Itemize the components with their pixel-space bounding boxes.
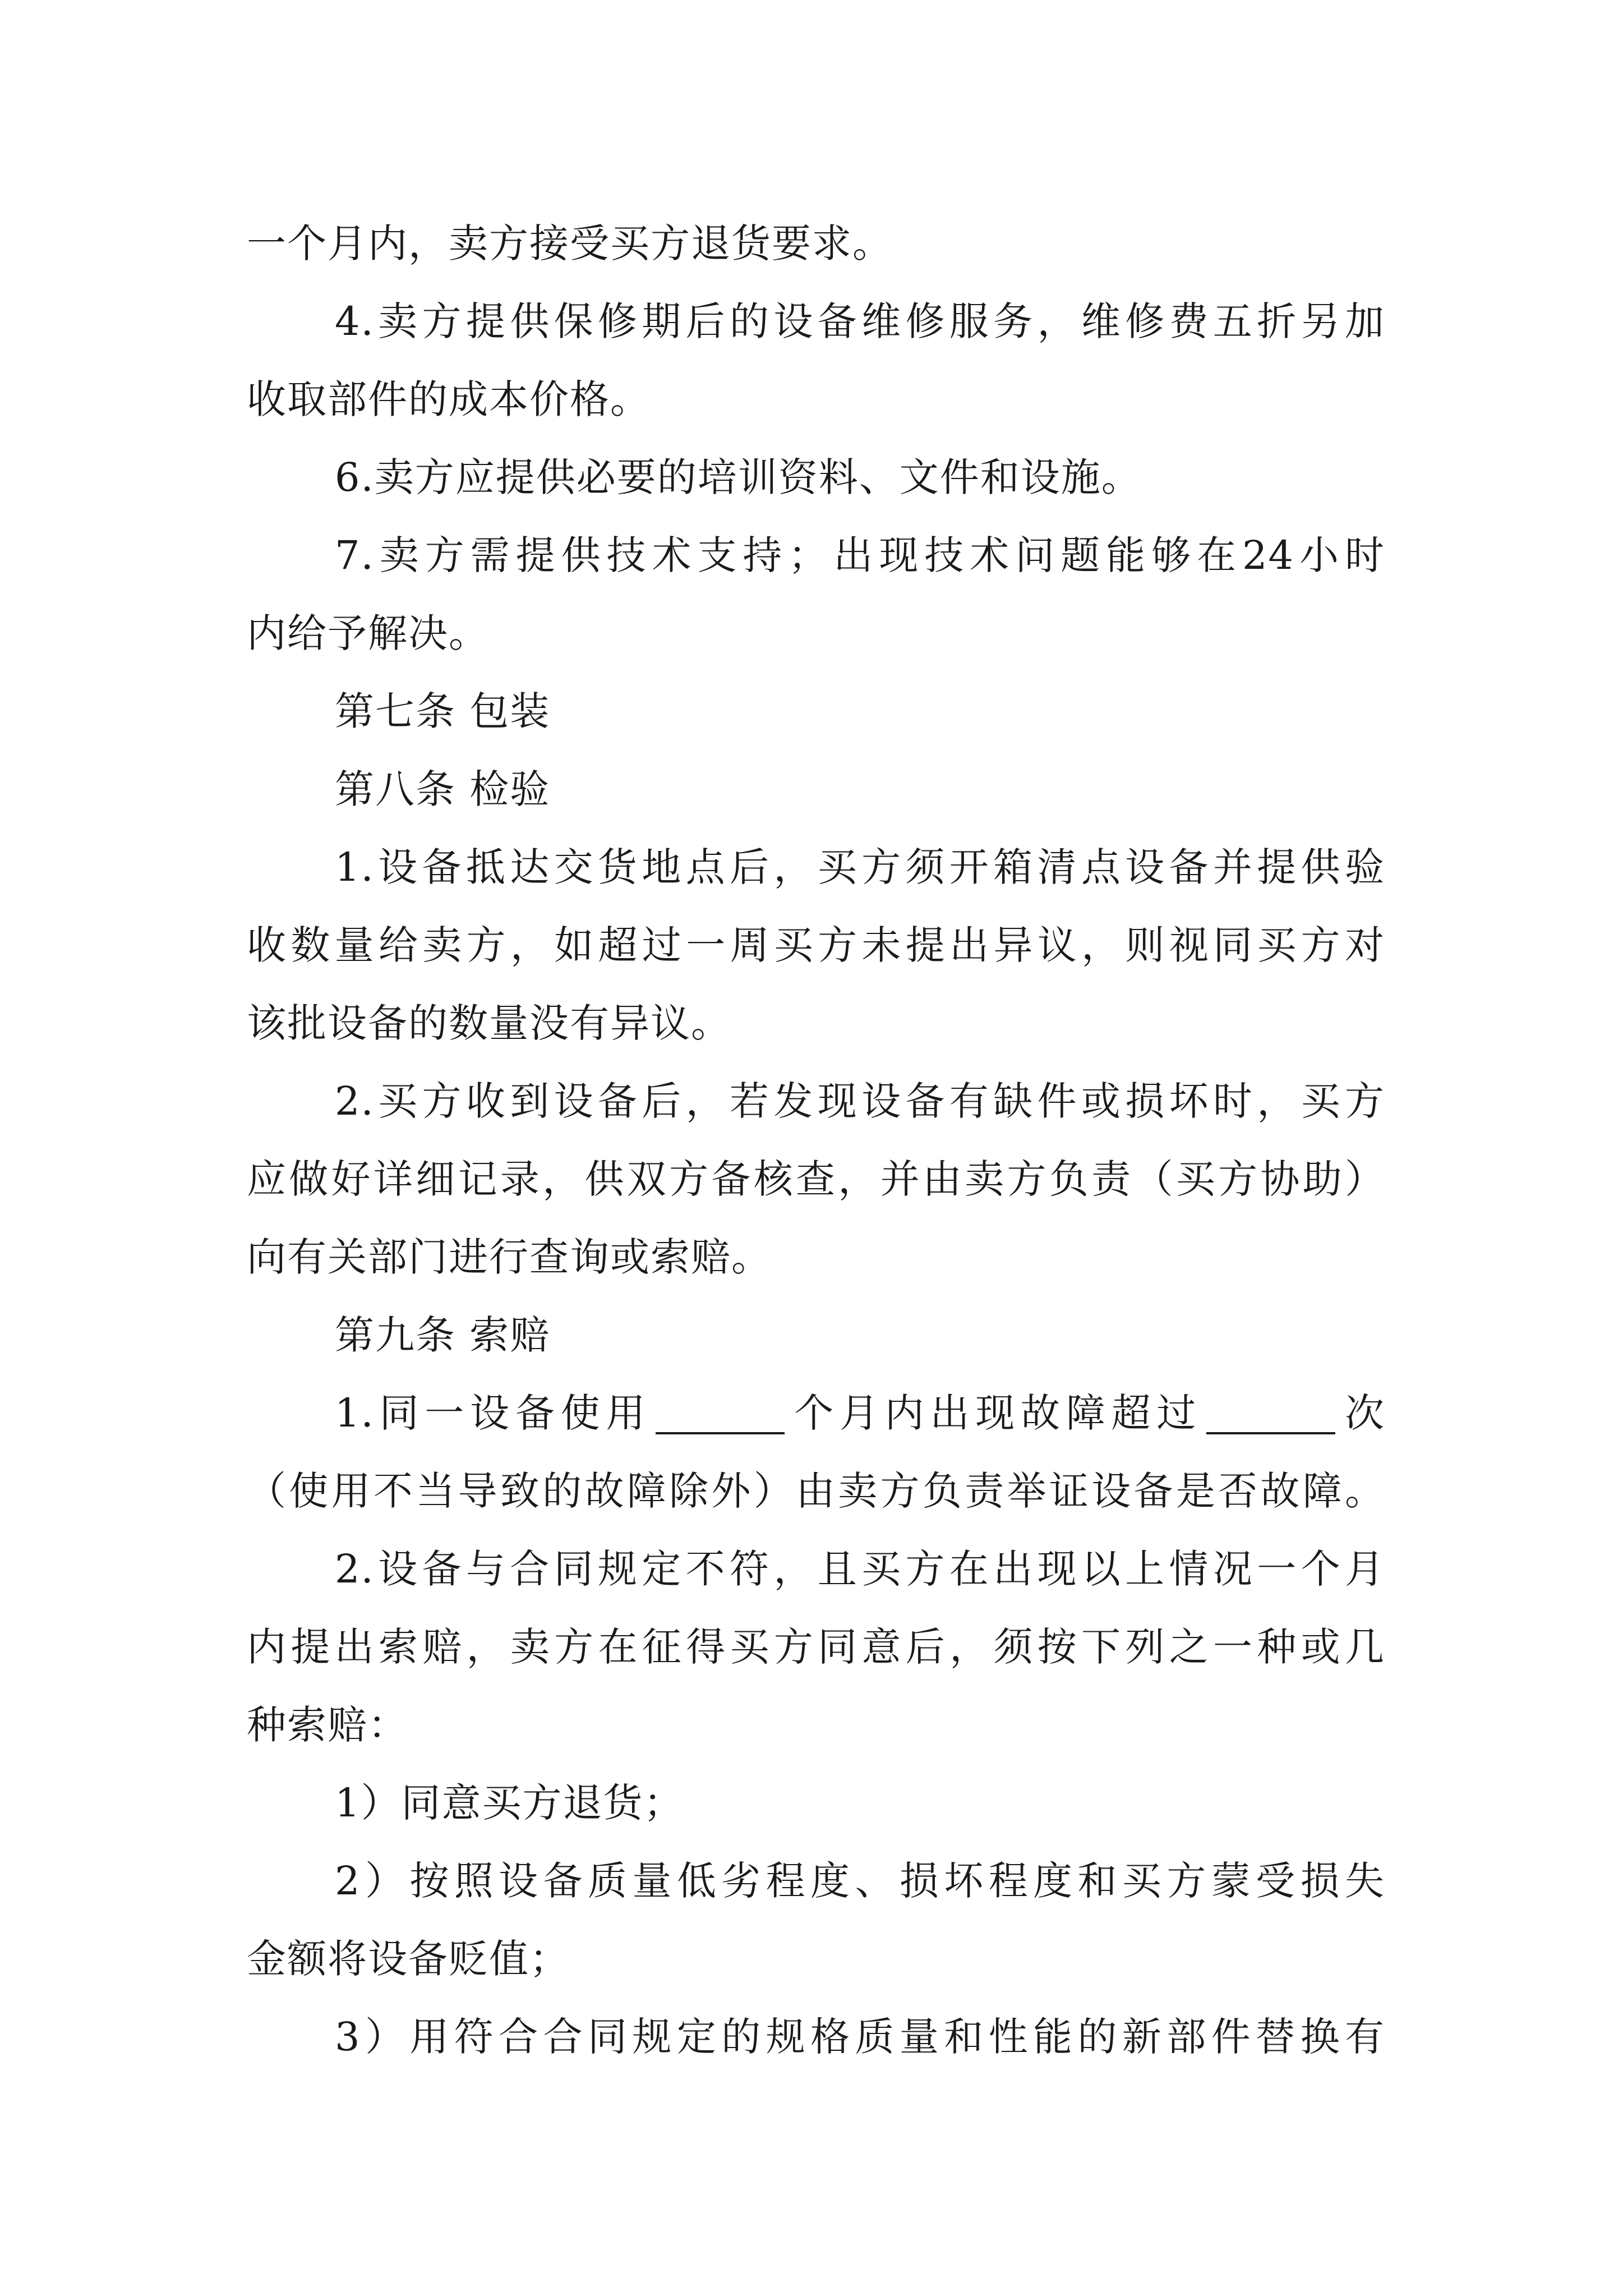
- text-line-18: 2.设备与合同规定不符，且买方在出现以上情况一个月: [335, 1546, 1385, 1592]
- text-line-6: 内给予解决。: [247, 610, 489, 656]
- text-segment: 次: [1340, 1390, 1385, 1436]
- text-line-11: 该批设备的数量没有异议。: [247, 1000, 731, 1046]
- text-segment: 个月内出现故障超过: [789, 1390, 1202, 1436]
- text-line-1: 一个月内，卖方接受买方退货要求。: [247, 220, 893, 266]
- text-line-12: 2.买方收到设备后，若发现设备有缺件或损坏时，买方: [335, 1078, 1385, 1124]
- text-line-3: 收取部件的成本价格。: [247, 376, 651, 422]
- text-line-14: 向有关部门进行查询或索赔。: [247, 1234, 772, 1280]
- text-line-20: 种索赔：: [247, 1702, 408, 1748]
- text-line-9: 1.设备抵达交货地点后，买方须开箱清点设备并提供验: [335, 844, 1385, 890]
- text-line-23: 金额将设备贬值；: [247, 1936, 570, 1982]
- section-heading-inspection: 第八条 检验: [335, 766, 551, 812]
- text-line-with-blanks: [335, 1374, 1385, 1452]
- list-item-1: 1）同意买方退货；: [335, 1780, 684, 1826]
- fill-in-blank-times[interactable]: [1206, 1393, 1335, 1434]
- text-line-2: 4.卖方提供保修期后的设备维修服务，维修费五折另加: [335, 298, 1385, 344]
- text-line-17: （使用不当导致的故障除外）由卖方负责举证设备是否故障。: [247, 1468, 1385, 1514]
- text-line-19: 内提出索赔，卖方在征得买方同意后，须按下列之一种或几: [247, 1624, 1385, 1670]
- text-line-5: 7.卖方需提供技术支持；出现技术问题能够在24小时: [335, 532, 1385, 578]
- section-heading-packaging: 第七条 包装: [335, 688, 551, 734]
- list-item-3: 3）用符合合同规定的规格质量和性能的新部件替换有: [335, 2014, 1385, 2060]
- list-item-2: 2）按照设备质量低劣程度、损坏程度和买方蒙受损失: [335, 1858, 1385, 1904]
- section-heading-claims: 第九条 索赔: [335, 1312, 551, 1358]
- fill-in-blank-months[interactable]: [656, 1393, 785, 1434]
- text-line-4: 6.卖方应提供必要的培训资料、文件和设施。: [335, 454, 1142, 500]
- text-line-13: 应做好详细记录，供双方备核查，并由卖方负责（买方协助）: [247, 1156, 1385, 1202]
- text-line-10: 收数量给卖方，如超过一周买方未提出异议，则视同买方对: [247, 922, 1385, 968]
- text-segment: 1.同一设备使用: [335, 1390, 652, 1436]
